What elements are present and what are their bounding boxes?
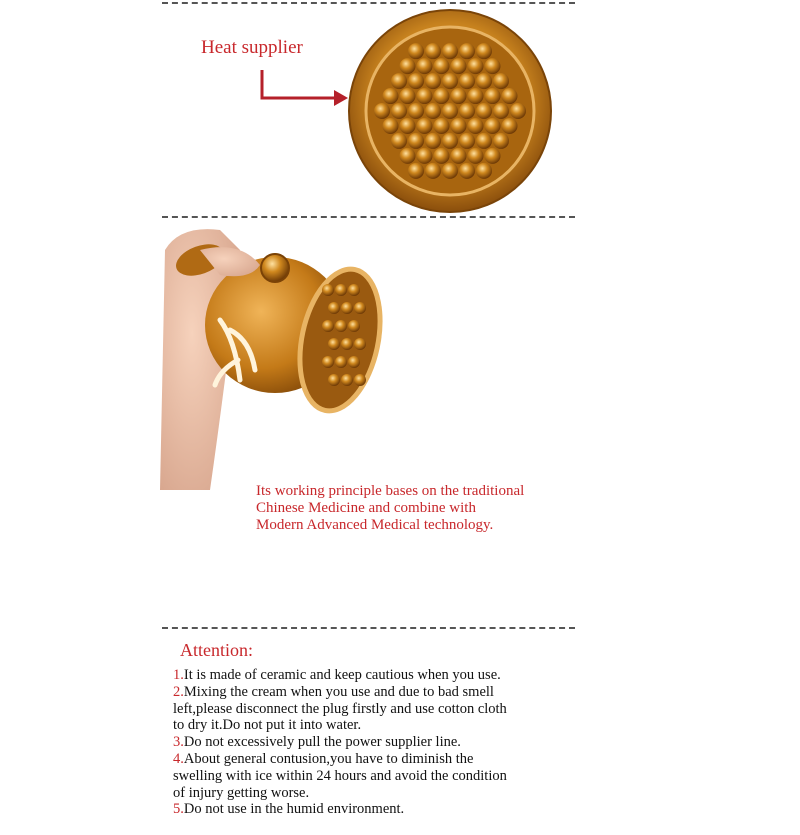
bead-shape xyxy=(442,133,458,149)
divider-2 xyxy=(162,627,575,629)
bead-shape xyxy=(434,118,450,134)
bead-shape xyxy=(476,73,492,89)
bead-shape xyxy=(348,284,360,296)
bead-shape xyxy=(400,118,416,134)
bead-shape xyxy=(322,284,334,296)
bead-shape xyxy=(335,284,347,296)
bead-shape xyxy=(400,148,416,164)
bead-shape xyxy=(425,103,441,119)
bead-shape xyxy=(322,356,334,368)
note-line: 4.About general contusion,you have to diminish the xyxy=(173,750,474,767)
bead-shape xyxy=(502,88,518,104)
bead-shape xyxy=(459,103,475,119)
hand-holding-device-image xyxy=(160,220,385,495)
bead-shape xyxy=(468,118,484,134)
bead-shape xyxy=(391,103,407,119)
heat-supplier-image xyxy=(346,8,554,214)
bead-shape xyxy=(425,43,441,59)
bead-shape xyxy=(417,88,433,104)
bead-shape xyxy=(442,163,458,179)
bead-shape xyxy=(476,133,492,149)
bead-shape xyxy=(391,73,407,89)
bead-shape xyxy=(468,58,484,74)
bead-shape xyxy=(442,73,458,89)
bead-shape xyxy=(408,163,424,179)
bead-shape xyxy=(322,320,334,332)
bead-shape xyxy=(451,58,467,74)
note-line: left,please disconnect the plug firstly and use cotton cloth xyxy=(173,700,507,717)
bead-shape xyxy=(434,88,450,104)
bead-shape xyxy=(425,163,441,179)
attention-title: Attention: xyxy=(180,640,253,660)
bead-shape xyxy=(408,133,424,149)
bead-shape xyxy=(348,320,360,332)
bead-shape xyxy=(354,374,366,386)
bead-shape xyxy=(442,103,458,119)
bead-shape xyxy=(354,338,366,350)
bead-shape xyxy=(341,338,353,350)
bead-shape xyxy=(348,356,360,368)
principle-line: Chinese Medicine and combine with xyxy=(256,500,476,516)
bead-shape xyxy=(328,302,340,314)
bead-shape xyxy=(493,103,509,119)
bead-shape xyxy=(459,163,475,179)
bead-shape xyxy=(451,88,467,104)
bead-shape xyxy=(425,133,441,149)
arrow-icon xyxy=(250,68,350,108)
bead-shape xyxy=(425,73,441,89)
bead-shape xyxy=(459,43,475,59)
bead-shape xyxy=(434,58,450,74)
bead-shape xyxy=(476,43,492,59)
bead-shape xyxy=(417,58,433,74)
bead-shape xyxy=(408,103,424,119)
bead-shape xyxy=(341,374,353,386)
bead-shape xyxy=(485,58,501,74)
principle-line: Its working principle bases on the traditional xyxy=(256,483,525,499)
note-line: of injury getting worse. xyxy=(173,784,310,801)
bead-shape xyxy=(493,133,509,149)
heat-supplier-label: Heat supplier xyxy=(201,37,303,58)
bead-shape xyxy=(459,73,475,89)
note-line: 1.It is made of ceramic and keep cautious when you use. xyxy=(173,667,501,683)
bead-shape xyxy=(459,133,475,149)
note-line: swelling with ice within 24 hours and avoid the condition xyxy=(173,767,507,784)
bead-shape xyxy=(510,103,526,119)
bead-shape xyxy=(442,43,458,59)
bead-shape xyxy=(408,73,424,89)
bead-shape xyxy=(476,163,492,179)
bead-shape xyxy=(485,88,501,104)
bead-shape xyxy=(451,118,467,134)
bead-shape xyxy=(354,302,366,314)
bead-shape xyxy=(493,73,509,89)
bead-shape xyxy=(485,118,501,134)
principle-text xyxy=(256,483,586,534)
bead-shape xyxy=(400,88,416,104)
bead-shape xyxy=(468,148,484,164)
note-line: to dry it.Do not put it into water. xyxy=(173,717,362,734)
bead-shape xyxy=(328,374,340,386)
bead-shape xyxy=(417,148,433,164)
bead-shape xyxy=(383,88,399,104)
bead-shape xyxy=(502,118,518,134)
note-line: 3.Do not excessively pull the power supplier line. xyxy=(173,734,461,751)
note-line: 2.Mixing the cream when you use and due to bad smell xyxy=(173,683,494,700)
principle-line: Modern Advanced Medical technology. xyxy=(256,517,494,533)
bead-shape xyxy=(434,148,450,164)
bead-shape xyxy=(341,302,353,314)
bead-shape xyxy=(391,133,407,149)
bead-shape xyxy=(335,320,347,332)
bead-shape xyxy=(485,148,501,164)
bead-shape xyxy=(400,58,416,74)
attention-notes xyxy=(173,667,593,818)
bead-shape xyxy=(451,148,467,164)
bead-shape xyxy=(476,103,492,119)
bead-shape xyxy=(335,356,347,368)
bead-shape xyxy=(408,43,424,59)
bead-shape xyxy=(374,103,390,119)
bead-shape xyxy=(417,118,433,134)
bead-shape xyxy=(468,88,484,104)
note-line: 5.Do not use in the humid environment. xyxy=(173,801,405,818)
top-divider xyxy=(162,2,575,4)
bead-shape xyxy=(328,338,340,350)
bead-shape xyxy=(383,118,399,134)
divider-1 xyxy=(162,216,575,218)
